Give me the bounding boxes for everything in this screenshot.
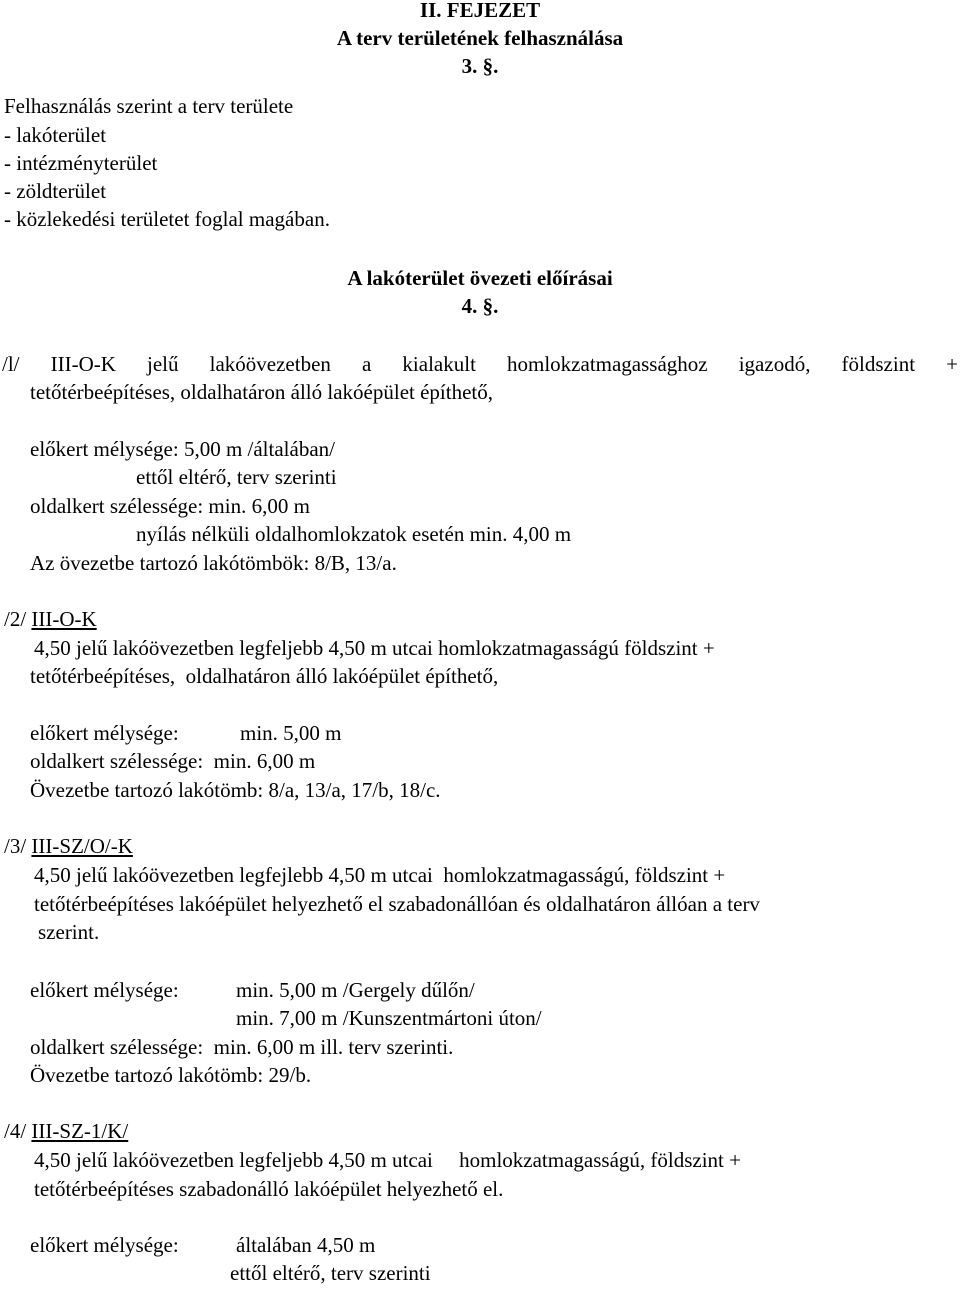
residential-title: A lakóterület övezeti előírásai [347,266,613,290]
section-number-4: 4. §. [461,294,499,318]
para2-zone-code: III-O-K [31,607,97,631]
para1-line1: /l/ III-O-K jelű lakóövezetben a kialakult homlokzatmagassághoz igazodó, földszint + [2,352,958,376]
para2-front-yard-value: min. 5,00 m [240,721,342,745]
intro-heading: Felhasználás szerint a terv területe [4,94,294,118]
para4-line1: 4,50 jelű lakóövezetben legfeljebb 4,50 m utcai homlokzatmagasságú, földszint + [34,1148,741,1172]
intro-list-item: - intézményterület [4,151,158,175]
para1-front-yard-alt: ettől eltérő, terv szerinti [136,465,337,489]
para3-front-yard-value2: min. 7,00 m /Kunszentmártoni úton/ [236,1006,542,1030]
para4-heading [4,1117,128,1145]
para2-front-yard-label: előkert mélysége: [30,721,179,745]
para2-heading [4,605,97,633]
para2-blocks: Övezetbe tartozó lakótömb: 8/a, 13/a, 17/b, 18/c. [30,778,441,802]
para3-side-yard: oldalkert szélessége: min. 6,00 m ill. terv szerinti. [30,1035,454,1059]
intro-list-item: - lakóterület [4,123,107,147]
para1-front-yard: előkert mélysége: 5,00 m /általában/ [30,437,335,461]
para3-line1: 4,50 jelű lakóövezetben legfejlebb 4,50 m utcai homlokzatmagasságú, földszint + [34,863,726,887]
para1-side-yard-alt: nyílás nélküli oldalhomlokzatok esetén min. 4,00 m [136,522,572,546]
para3-line2: tetőtérbeépítéses lakóépület helyezhető el szabadonállóan és oldalhatáron állóan a terv [34,892,760,916]
para1-side-yard: oldalkert szélessége: min. 6,00 m [30,494,310,518]
para1-blocks: Az övezetbe tartozó lakótömbök: 8/B, 13/a. [30,551,397,575]
para3-front-yard-value1: min. 5,00 m /Gergely dűlőn/ [236,978,475,1002]
para3-front-yard-label: előkert mélysége: [30,978,179,1002]
para2-side-yard: oldalkert szélessége: min. 6,00 m [30,749,316,773]
para3-prefix: /3/ [4,834,32,858]
intro-list-item: - zöldterület [4,179,107,203]
intro-list-item: - közlekedési területet foglal magában. [4,207,330,231]
chapter-number: II. FEJEZET [419,0,541,22]
para4-front-yard-value2: ettől eltérő, terv szerinti [230,1261,431,1285]
para4-front-yard-label: előkert mélysége: [30,1233,179,1257]
para2-prefix: /2/ [4,607,32,631]
para2-line2: tetőtérbeépítéses, oldalhatáron álló lakóépület építhető, [30,664,499,688]
para4-prefix: /4/ [4,1119,32,1143]
para3-blocks: Övezetbe tartozó lakótömb: 29/b. [30,1063,312,1087]
para4-line2: tetőtérbeépítéses szabadonálló lakóépület helyezhető el. [34,1177,504,1201]
para2-line1: 4,50 jelű lakóövezetben legfeljebb 4,50 m utcai homlokzatmagasságú földszint + [34,636,715,660]
chapter-title: A terv területének felhasználása [336,26,624,50]
section-number-3: 3. §. [461,54,499,78]
para3-line3: szerint. [38,920,100,944]
para3-heading [4,832,133,860]
para4-front-yard-value1: általában 4,50 m [236,1233,376,1257]
para1-line2: tetőtérbeépítéses, oldalhatáron álló lakóépület építhető, [30,380,493,404]
para4-zone-code: III-SZ-1/K/ [31,1119,129,1143]
para3-zone-code: III-SZ/O/-K [31,834,133,858]
